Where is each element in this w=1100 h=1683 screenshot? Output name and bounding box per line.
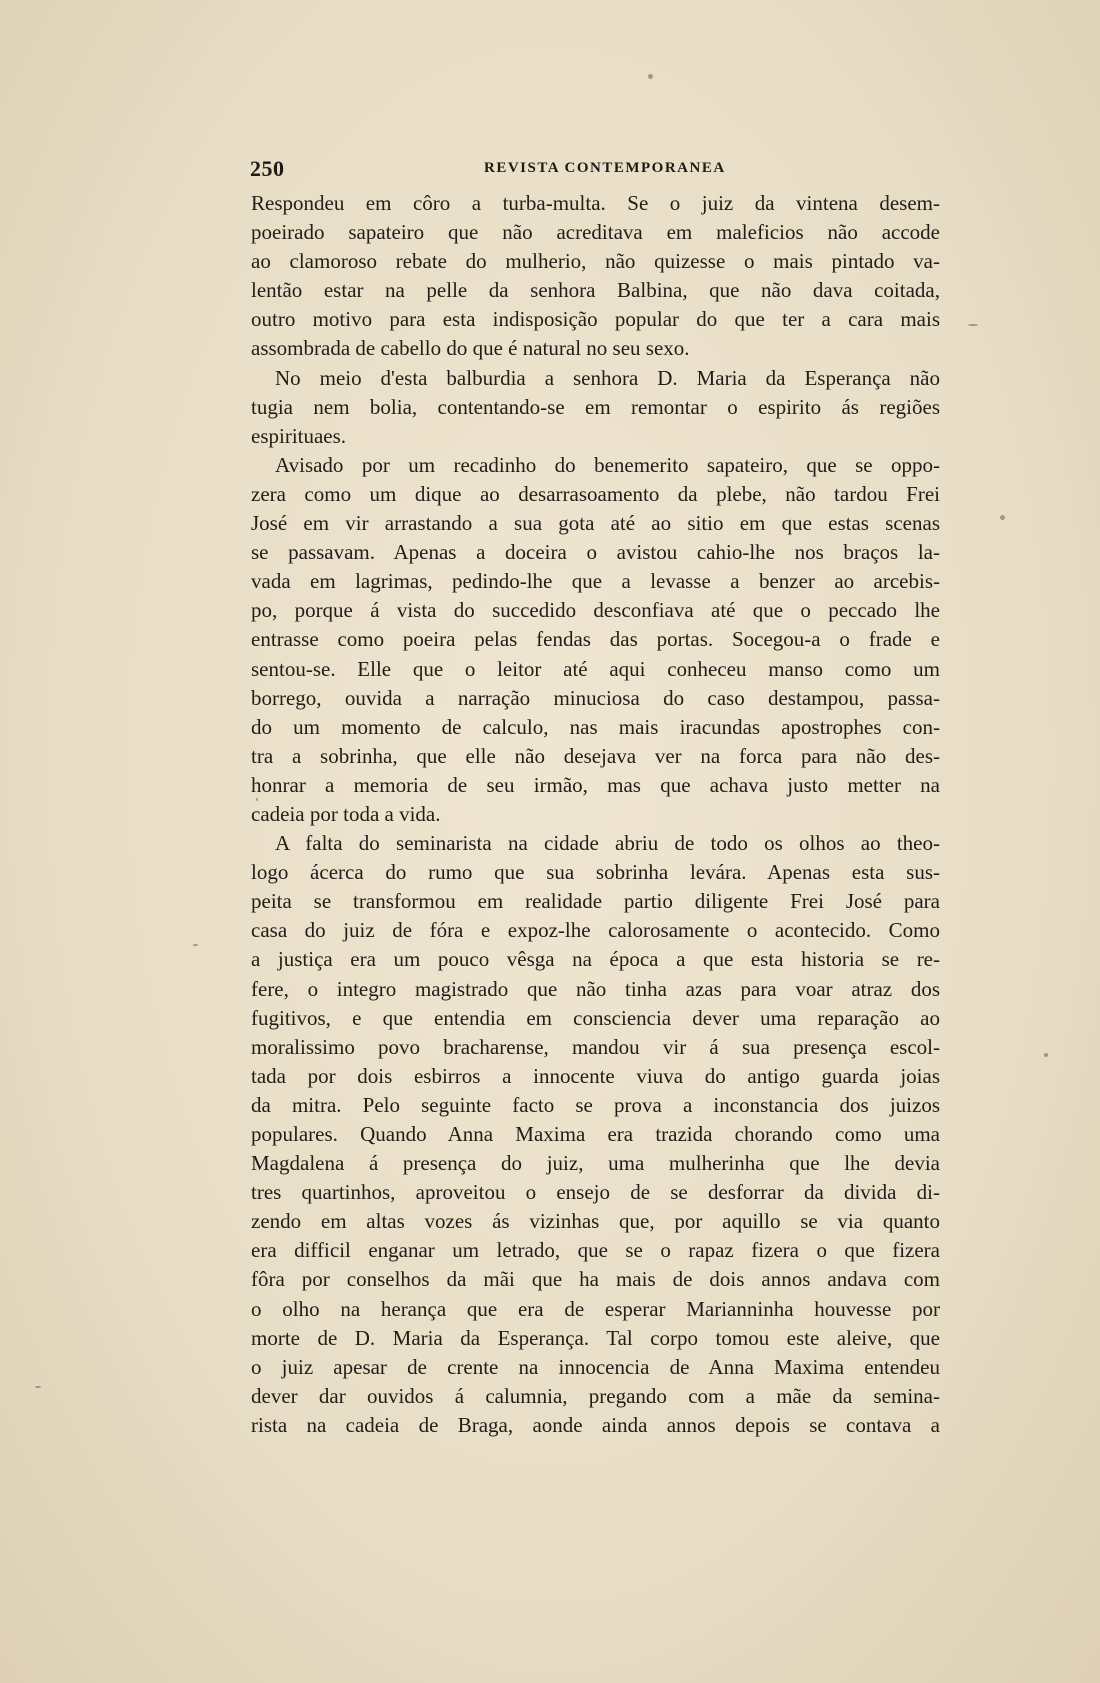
text-line: o olho na herança que era de esperar Marianninha houvesse por bbox=[251, 1296, 940, 1321]
text-line: José em vir arrastando a sua gota até ao sitio em que estas scenas bbox=[251, 511, 940, 536]
text-line: se passavam. Apenas a doceira o avistou cahio-lhe nos braços la- bbox=[251, 540, 940, 565]
text-line: poeirado sapateiro que não acreditava em maleficios não accode bbox=[251, 220, 940, 245]
text-line: A falta do seminarista na cidade abriu de todo os olhos ao theo- bbox=[275, 831, 940, 856]
text-line: peita se transformou em realidade partio diligente Frei José para bbox=[251, 889, 940, 914]
page-header bbox=[250, 156, 940, 180]
ink-speck bbox=[648, 74, 653, 79]
text-line: era difficil enganar um letrado, que se o rapaz fizera o que fizera bbox=[251, 1238, 940, 1263]
ink-speck bbox=[1044, 1053, 1048, 1057]
ink-speck bbox=[968, 324, 978, 326]
text-line: casa do juiz de fóra e expoz-lhe calorosamente o acontecido. Como bbox=[251, 918, 940, 943]
text-line: rista na cadeia de Braga, aonde ainda annos depois se contava a bbox=[251, 1412, 940, 1437]
text-line: tugia nem bolia, contentando-se em remontar o espirito ás regiões bbox=[251, 394, 940, 419]
text-line: Magdalena á presença do juiz, uma mulherinha que lhe devia bbox=[251, 1151, 940, 1176]
text-line: entrasse como poeira pelas fendas das portas. Socegou-a o frade e bbox=[251, 627, 940, 652]
text-line: No meio d'esta balburdia a senhora D. Maria da Esperança não bbox=[275, 365, 940, 390]
text-line: ao clamoroso rebate do mulherio, não quizesse o mais pintado va- bbox=[251, 249, 940, 274]
text-line: lentão estar na pelle da senhora Balbina, que não dava coitada, bbox=[251, 278, 940, 303]
text-line: espirituaes. bbox=[251, 423, 347, 448]
text-line: fôra por conselhos da mãi que ha mais de dois annos andava com bbox=[251, 1267, 940, 1292]
ink-speck bbox=[193, 944, 198, 946]
ink-speck bbox=[35, 1386, 41, 1388]
text-line: borrego, ouvida a narração minuciosa do caso destampou, passa- bbox=[251, 685, 940, 710]
text-line: logo ácerca do rumo que sua sobrinha levára. Apenas esta sus- bbox=[251, 860, 940, 885]
text-line: zendo em altas vozes ás vizinhas que, por aquillo se via quanto bbox=[251, 1209, 940, 1234]
text-line: po, porque á vista do succedido desconfiava até que o peccado lhe bbox=[251, 598, 940, 623]
text-line: Respondeu em côro a turba-multa. Se o juiz da vintena desem- bbox=[251, 191, 940, 215]
text-line: sentou-se. Elle que o leitor até aqui conheceu manso como um bbox=[251, 656, 940, 681]
text-line: cadeia por toda a vida. bbox=[251, 801, 441, 826]
text-line: assombrada de cabello do que é natural no seu sexo. bbox=[251, 336, 690, 361]
text-line: vada em lagrimas, pedindo-lhe que a levasse a benzer ao arcebis- bbox=[251, 569, 940, 594]
ink-speck bbox=[1000, 515, 1005, 520]
text-line: zera como um dique ao desarrasoamento da plebe, não tardou Frei bbox=[251, 481, 940, 506]
text-line: honrar a memoria de seu irmão, mas que achava justo metter na bbox=[251, 772, 940, 797]
text-line: da mitra. Pelo seguinte facto se prova a inconstancia dos juizos bbox=[251, 1092, 940, 1117]
text-line: fugitivos, e que entendia em consciencia dever uma reparação ao bbox=[251, 1005, 940, 1030]
text-line: moralissimo povo bracharense, mandou vir á sua presença escol- bbox=[251, 1034, 940, 1059]
text-line: dever dar ouvidos á calumnia, pregando com a mãe da semina- bbox=[251, 1383, 940, 1408]
text-line: fere, o integro magistrado que não tinha azas para voar atraz dos bbox=[251, 976, 940, 1001]
text-line: tra a sobrinha, que elle não desejava ver na forca para não des- bbox=[251, 743, 940, 768]
text-line: populares. Quando Anna Maxima era trazida chorando como uma bbox=[251, 1122, 940, 1146]
text-line: Avisado por um recadinho do benemerito sapateiro, que se oppo- bbox=[275, 452, 940, 477]
text-line: o juiz apesar de crente na innocencia de Anna Maxima entendeu bbox=[251, 1354, 940, 1379]
page-number: 250 bbox=[250, 156, 285, 181]
text-line: tada por dois esbirros a innocente viuva do antigo guarda joias bbox=[251, 1063, 940, 1088]
text-line: do um momento de calculo, nas mais iracundas apostrophes con- bbox=[251, 714, 940, 739]
text-line: morte de D. Maria da Esperança. Tal corpo tomou este aleive, que bbox=[251, 1325, 940, 1350]
body-text bbox=[251, 189, 940, 1440]
text-line: tres quartinhos, aproveitou o ensejo de se desforrar da divida di- bbox=[251, 1180, 940, 1205]
running-title: REVISTA CONTEMPORANEA bbox=[484, 160, 726, 176]
text-line: a justiça era um pouco vêsga na época a que esta historia se re- bbox=[251, 947, 940, 972]
text-line: outro motivo para esta indisposição popular do que ter a cara mais bbox=[251, 307, 940, 332]
